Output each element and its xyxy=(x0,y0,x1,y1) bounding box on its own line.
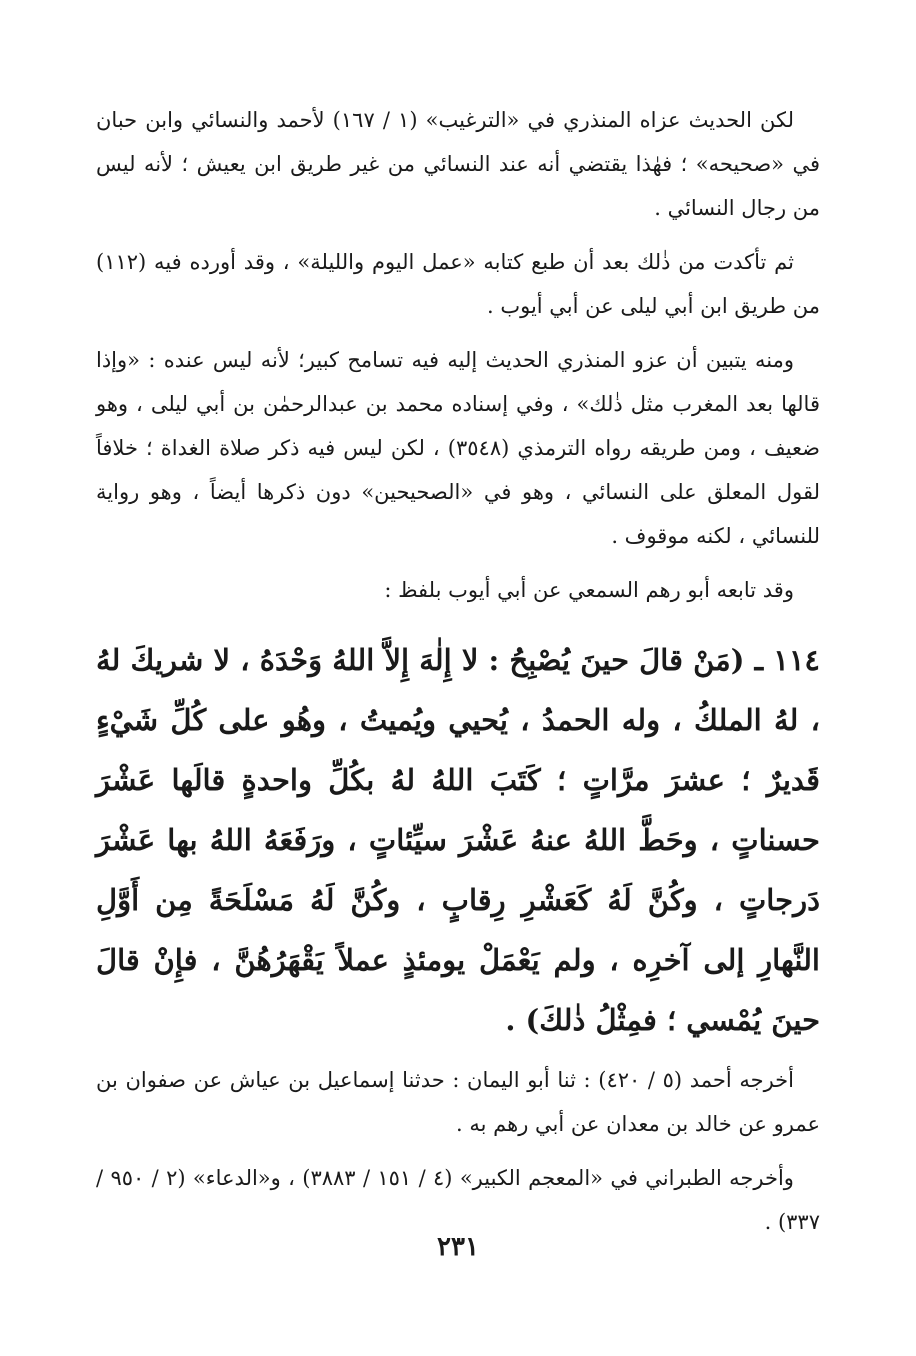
source-paragraph-2: وأخرجه الطبراني في «المعجم الكبير» (٤ / ١٥١ / ٣٨٨٣) ، و«الدعاء» (٢ / ٩٥٠ / ٣٣٧) . xyxy=(96,1166,820,1234)
paragraph-2: ثم تأكدت من ذٰلك بعد أن طبع كتابه «عمل اليوم والليلة» ، وقد أورده فيه (١١٢) من طريق ابن أبي ليلى عن أبي أيوب . xyxy=(96,250,820,318)
paragraph-1: لكن الحديث عزاه المنذري في «الترغيب» (١ / ١٦٧) لأحمد والنسائي وابن حبان في «صحيحه» ؛ فهٰذا يقتضي أنه عند النسائي من غير طريق ابن يعيش ؛ لأنه ليس من رجال النسائي . xyxy=(96,108,820,220)
source-paragraph-1: أخرجه أحمد (٥ / ٤٢٠) : ثنا أبو اليمان : حدثنا إسماعيل بن عياش عن صفوان بن عمرو عن خالد بن معدان عن أبي رهم به . xyxy=(96,1068,820,1136)
paragraph-4: وقد تابعه أبو رهم السمعي عن أبي أيوب بلفظ : xyxy=(384,578,794,602)
paragraph-3: ومنه يتبين أن عزو المنذري الحديث إليه فيه تسامح كبير؛ لأنه ليس عنده : «وإذا قالها بعد المغرب مثل ذٰلك» ، وفي إسناده محمد بن عبدالرحمٰن بن أبي ليلى ، وهو ضعيف ، ومن طريقه رواه الترمذي (٣٥٤٨) ، لكن ليس فيه ذكر صلاة الغداة ؛ خلافاً لقول المعلق على النسائي ، وهو في «الصحيحين» دون ذكرها أيضاً ، وهو رواية للنسائي ، لكنه موقوف . xyxy=(96,348,820,548)
page-number: ٢٣١ xyxy=(437,1232,479,1262)
hadith-text: ١١٤ ـ (مَنْ قالَ حينَ يُصْبِحُ : لا إِلٰهَ إِلاَّ اللهُ وَحْدَهُ ، لا شريكَ لهُ ، لهُ الملكُ ، وله الحمدُ ، يُحيي ويُميتُ ، وهُو على كُلِّ شَيْءٍ قَديرٌ ؛ عشرَ مرَّاتٍ ؛ كَتَبَ اللهُ لهُ بكُلِّ واحدةٍ قالَها عَشْرَ حسناتٍ ، وحَطَّ اللهُ عنهُ عَشْرَ سيِّئاتٍ ، ورَفَعَهُ اللهُ بها عَشْرَ دَرجاتٍ ، وكُنَّ لَهُ كَعَشْرِ رِقابٍ ، وكُنَّ لَهُ مَسْلَحَةً مِن أَوَّلِ النَّهارِ إلى آخرِه ، ولم يَعْمَلْ يومئذٍ عملاً يَقْهَرُهُنَّ ، فإِنْ قالَ حينَ يُمْسي ؛ فمِثْلُ ذٰلكَ) . xyxy=(96,643,820,1037)
page-body xyxy=(96,98,820,1318)
